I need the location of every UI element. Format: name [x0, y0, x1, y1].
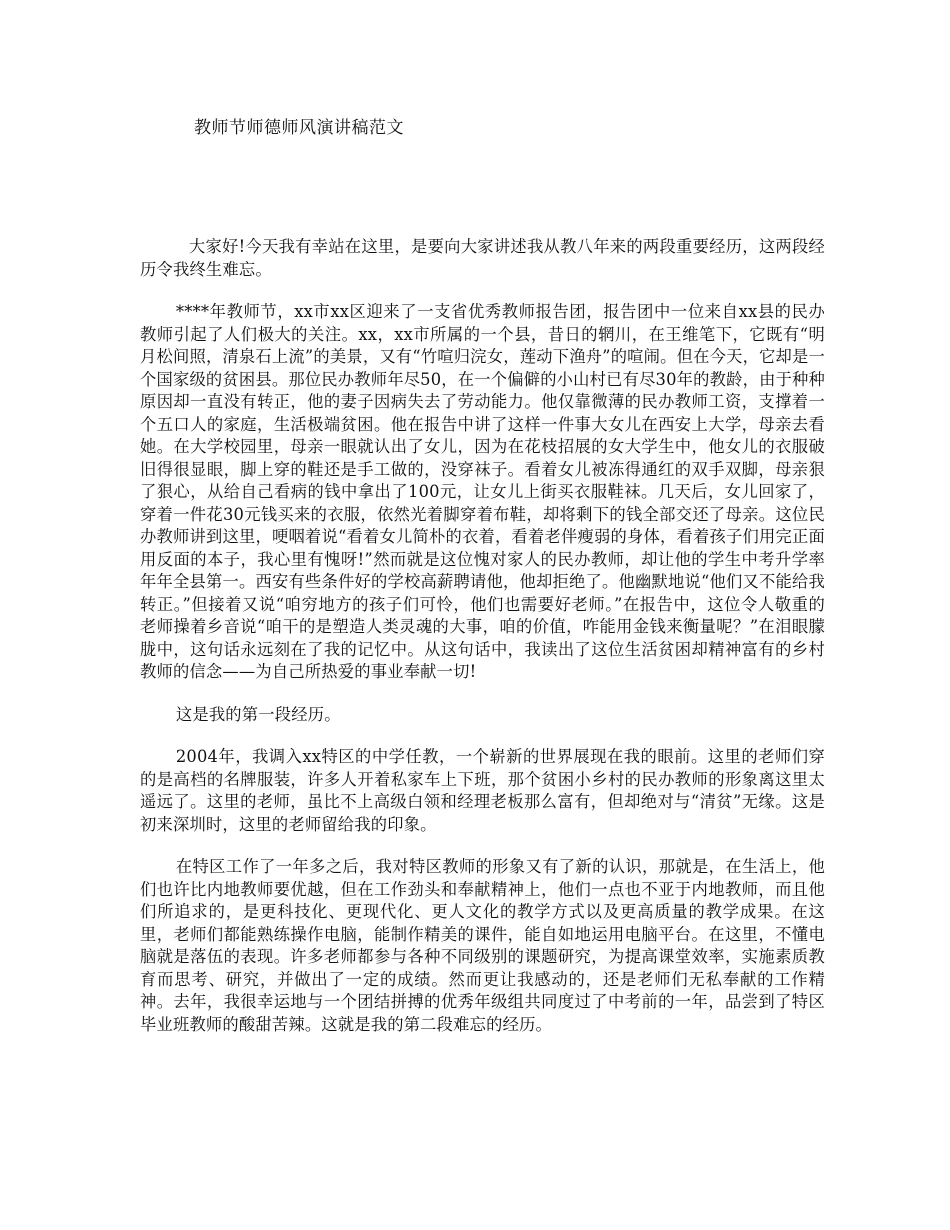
paragraph-first-experience: ****年教师节，xx市xx区迎来了一支省优秀教师报告团，报告团中一位来自xx县的民办教师引起了人们极大的关注。xx，xx市所属的一个县，昔日的辋川，在王维笔下，它既有“明月松间照，清泉石上流”的美景，又有“竹喧归浣女，莲动下渔舟”的喧闹。但在今天，它却是一个国家级的贫困县。那位民办教师年尽50，在一个偏僻的小山村已有尽30年的教龄，由于种种原因却一直没有转正，他的妻子因病失去了劳动能力。他仅靠微薄的民办教师工资，支撑着一个五口人的家庭，生活极端贫困。他在报告中讲了这样一件事大女儿在西安上大学，母亲去看她。在大学校园里，母亲一眼就认出了女儿，因为在花枝招展的女大学生中，他女儿的衣服破旧得很显眼，脚上穿的鞋还是手工做的，没穿袜子。看着女儿被冻得通红的双手双脚，母亲狠了狠心，从给自己看病的钱中拿出了100元，让女儿上街买衣服鞋袜。几天后，女儿回家了，穿着一件花30元钱买来的衣服，依然光着脚穿着布鞋，却将剩下的钱全部交还了母亲。这位民办教师讲到这里，哽咽着说“看着女儿简朴的衣着，看着老伴瘦弱的身体，看着孩子们用完正面用反面的本子，我心里有愧呀!”然而就是这位愧对家人的民办教师，却让他的学生中考升学率年年全县第一。西安有些条件好的学校高薪聘请他，他却拒绝了。他幽默地说“他们又不能给我转正。”但接着又说“咱穷地方的孩子们可怜，他们也需要好老师。”在报告中，这位令人敬重的老师操着乡音说“咱干的是塑造人类灵魂的大事，咱的价值，咋能用金钱来衡量呢？”在泪眼朦胧中，这句话永远刻在了我的记忆中。从这句话中，我读出了这位生活贫困却精神富有的乡村教师的信念——为自己所热爱的事业奉献一切!	[140, 302, 826, 681]
document-title: 教师节师德师风演讲稿范文	[194, 118, 404, 138]
paragraph-first-summary: 这是我的第一段经历。	[175, 704, 341, 724]
paragraph-special-zone: 2004年，我调入xx特区的中学任教，一个崭新的世界展现在我的眼前。这里的老师们穿的是高档的名牌服装，许多人开着私家车上下班，那个贫困小乡村的民办教师的形象离这里太遥远了。这里的老师，虽比不上高级白领和经理老板那么富有，但却绝对与“清贫”无缘。这是初来深圳时，这里的老师留给我的印象。	[140, 747, 825, 834]
paragraph-second-experience: 在特区工作了一年多之后，我对特区教师的形象又有了新的认识，那就是，在生活上，他们也许比内地教师要优越，但在工作劲头和奉献精神上，他们一点也不亚于内地教师，而且他们所追求的，是更科技化、更现代化、更人文化的教学方式以及更高质量的教学成果。在这里，老师们都能熟练操作电脑，能制作精美的课件，能自如地运用电脑平台。在这里，不懂电脑就是落伍的表现。许多老师都参与各种不同级别的课题研究，为提高课堂效率，实施素质教育而思考、研究，并做出了一定的成绩。然而更让我感动的，还是老师们无私奉献的工作精神。去年，我很幸运地与一个团结拼搏的优秀年级组共同度过了中考前的一年，品尝到了特区毕业班教师的酸甜苦辣。这就是我的第二段难忘的经历。	[140, 857, 825, 1034]
document-body	[140, 236, 825, 1056]
paragraph-greeting: 大家好!今天我有幸站在这里，是要向大家讲述我从教八年来的两段重要经历，这两段经历令我终生难忘。	[140, 237, 825, 279]
